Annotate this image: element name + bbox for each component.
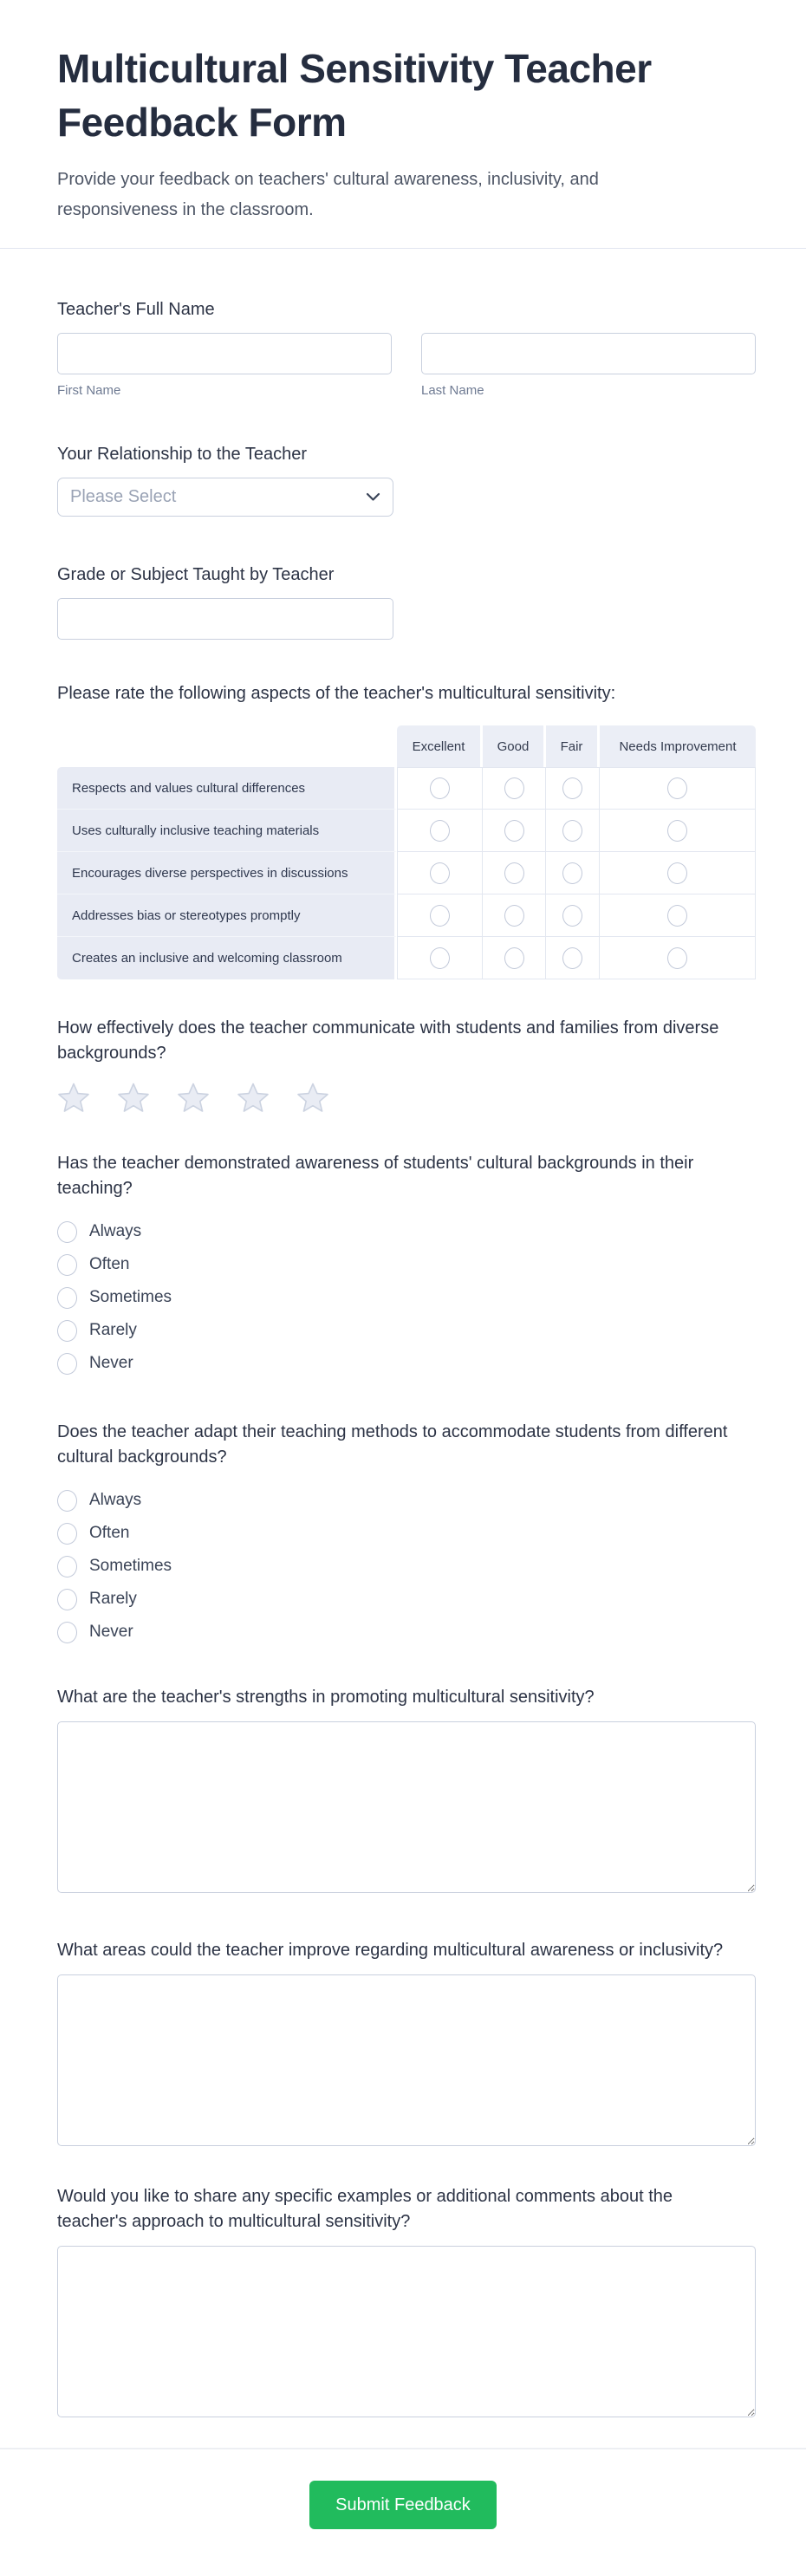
table-radio-cell (397, 937, 483, 979)
question-label: Your Relationship to the Teacher (57, 445, 307, 464)
radio-option[interactable] (57, 1484, 756, 1517)
column-header: Fair (546, 725, 600, 767)
table-radio-cell (546, 767, 600, 810)
radio-group-awareness (57, 1215, 756, 1380)
table-radio-cell (546, 810, 600, 852)
table-corner-cell (57, 725, 397, 767)
question-awareness (57, 1151, 756, 1380)
radio-circle[interactable] (430, 777, 450, 799)
radio-option-label: Rarely (89, 1321, 137, 1339)
radio-option-label: Always (89, 1491, 142, 1509)
radio-circle[interactable] (667, 905, 687, 927)
last-name-group (421, 333, 756, 399)
radio-option[interactable] (57, 1314, 756, 1347)
radio-option-label: Never (89, 1623, 133, 1641)
radio-option-label: Sometimes (89, 1288, 172, 1306)
form-description: Provide your feedback on teachers' cultural awareness, inclusivity, and responsiveness in the classroom. (57, 170, 599, 219)
form-footer (0, 2448, 806, 2576)
question-label: Teacher's Full Name (57, 300, 215, 319)
table-radio-cell (600, 852, 756, 894)
star-rating (57, 1082, 756, 1113)
radio-circle[interactable] (562, 777, 582, 799)
question-label: Grade or Subject Taught by Teacher (57, 565, 335, 584)
question-relationship (57, 442, 756, 517)
radio-circle[interactable] (57, 1589, 77, 1610)
improve-textarea[interactable] (57, 1974, 756, 2146)
table-radio-cell (397, 810, 483, 852)
radio-circle[interactable] (430, 862, 450, 884)
table-radio-cell (483, 810, 546, 852)
question-label: What are the teacher's strengths in promoting multicultural sensitivity? (57, 1688, 595, 1707)
question-full-name (57, 297, 756, 399)
table-radio-cell (546, 894, 600, 937)
radio-group-adapt (57, 1484, 756, 1649)
chevron-down-icon (366, 492, 380, 502)
radio-circle[interactable] (562, 820, 582, 842)
first-name-sublabel: First Name (57, 383, 121, 398)
column-header: Excellent (397, 725, 483, 767)
radio-circle[interactable] (57, 1556, 77, 1577)
grade-input[interactable] (57, 598, 393, 640)
page-title: Multicultural Sensitivity Teacher Feedback Form (57, 46, 652, 145)
question-adapt (57, 1420, 756, 1649)
submit-button[interactable]: Submit Feedback (309, 2481, 497, 2529)
question-label: Has the teacher demonstrated awareness of students' cultural backgrounds in their teaching? (57, 1154, 694, 1198)
table-radio-cell (600, 767, 756, 810)
radio-option[interactable] (57, 1347, 756, 1380)
radio-circle[interactable] (562, 905, 582, 927)
table-radio-cell (483, 937, 546, 979)
question-improve (57, 1938, 756, 2146)
radio-circle[interactable] (667, 820, 687, 842)
radio-circle[interactable] (667, 862, 687, 884)
radio-circle[interactable] (57, 1523, 77, 1545)
table-radio-cell (483, 852, 546, 894)
rating-table (57, 725, 756, 979)
star-icon[interactable] (117, 1082, 150, 1113)
radio-option[interactable] (57, 1517, 756, 1550)
radio-circle[interactable] (504, 820, 524, 842)
star-icon[interactable] (237, 1082, 270, 1113)
table-radio-cell (600, 810, 756, 852)
star-icon[interactable] (296, 1082, 329, 1113)
table-row-label: Uses culturally inclusive teaching materials (57, 810, 397, 852)
table-radio-cell (397, 894, 483, 937)
examples-textarea[interactable] (57, 2246, 756, 2417)
radio-option-label: Always (89, 1222, 142, 1240)
table-radio-cell (600, 937, 756, 979)
question-label: How effectively does the teacher communicate with students and families from diverse backgrounds? (57, 1018, 719, 1063)
table-radio-cell (483, 894, 546, 937)
radio-circle[interactable] (430, 820, 450, 842)
table-radio-cell (546, 937, 600, 979)
radio-option-label: Sometimes (89, 1557, 172, 1575)
first-name-input[interactable] (57, 333, 392, 374)
name-fields-row (57, 333, 756, 399)
table-radio-cell (546, 852, 600, 894)
question-label: Would you like to share any specific examples or additional comments about the teacher's approach to multicultural sensitivity? (57, 2187, 673, 2231)
radio-circle[interactable] (430, 905, 450, 927)
radio-circle[interactable] (504, 947, 524, 969)
radio-option[interactable] (57, 1281, 756, 1314)
table-radio-cell (600, 894, 756, 937)
radio-option-label: Often (89, 1524, 130, 1542)
radio-option[interactable] (57, 1550, 756, 1583)
table-radio-cell (397, 852, 483, 894)
radio-circle[interactable] (504, 777, 524, 799)
radio-option[interactable] (57, 1583, 756, 1616)
strengths-textarea[interactable] (57, 1721, 756, 1893)
radio-circle[interactable] (667, 947, 687, 969)
radio-option[interactable] (57, 1215, 756, 1248)
radio-circle[interactable] (57, 1287, 77, 1309)
radio-circle[interactable] (504, 862, 524, 884)
table-radio-cell (483, 767, 546, 810)
column-header: Needs Improvement (600, 725, 756, 767)
radio-option-label: Often (89, 1255, 130, 1273)
radio-circle[interactable] (57, 1622, 77, 1643)
table-row-label: Encourages diverse perspectives in discussions (57, 852, 397, 894)
radio-circle[interactable] (57, 1221, 77, 1243)
radio-circle[interactable] (430, 947, 450, 969)
relationship-select[interactable] (57, 478, 393, 517)
radio-option-label: Never (89, 1354, 133, 1372)
radio-circle[interactable] (57, 1254, 77, 1276)
radio-circle[interactable] (562, 862, 582, 884)
first-name-group (57, 333, 392, 399)
question-rating-table (57, 681, 756, 979)
table-radio-cell (397, 767, 483, 810)
radio-circle[interactable] (57, 1490, 77, 1512)
radio-circle[interactable] (667, 777, 687, 799)
radio-circle[interactable] (504, 905, 524, 927)
radio-option[interactable] (57, 1616, 756, 1649)
question-label: What areas could the teacher improve regarding multicultural awareness or inclusivity? (57, 1941, 724, 1960)
table-row-label: Creates an inclusive and welcoming classroom (57, 937, 397, 979)
column-header: Good (483, 725, 546, 767)
radio-option-label: Rarely (89, 1590, 137, 1608)
question-grade (57, 563, 756, 640)
last-name-sublabel: Last Name (421, 383, 484, 398)
last-name-input[interactable] (421, 333, 756, 374)
star-icon[interactable] (57, 1082, 90, 1113)
star-icon[interactable] (177, 1082, 210, 1113)
question-examples (57, 2184, 756, 2417)
table-row-label: Respects and values cultural differences (57, 767, 397, 810)
radio-circle[interactable] (562, 947, 582, 969)
question-label: Please rate the following aspects of the teacher's multicultural sensitivity: (57, 684, 616, 703)
question-label: Does the teacher adapt their teaching methods to accommodate students from different cultural backgrounds? (57, 1422, 728, 1467)
select-placeholder: Please Select (70, 487, 177, 506)
radio-circle[interactable] (57, 1353, 77, 1375)
question-strengths (57, 1685, 756, 1893)
form-body (0, 297, 806, 2417)
question-star-rating (57, 1016, 756, 1113)
table-row-label: Addresses bias or stereotypes promptly (57, 894, 397, 937)
form-header (0, 0, 806, 249)
radio-circle[interactable] (57, 1320, 77, 1342)
radio-option[interactable] (57, 1248, 756, 1281)
